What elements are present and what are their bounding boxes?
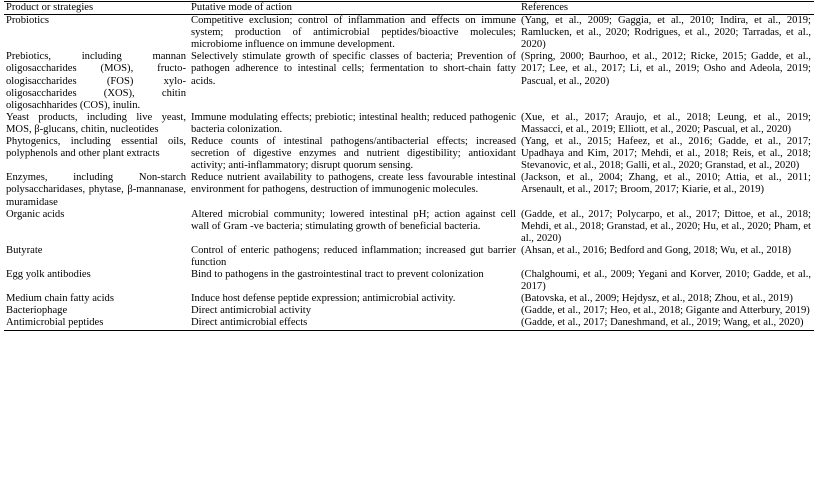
table-row bbox=[4, 245, 814, 269]
cell-action: Competitive exclusion; control of inflammation and effects on immune system; production of antimicrobial peptides/bioactive molecules; microbiome influence on immune development. bbox=[191, 15, 516, 51]
cell-references: (Ahsan, et al., 2016; Bedford and Gong, 2018; Wu, et al., 2018) bbox=[521, 244, 792, 256]
table-row bbox=[4, 172, 814, 208]
cell-product: Phytogenics, including essential oils, polyphenols and other plant extracts bbox=[6, 136, 186, 160]
table-row bbox=[4, 112, 814, 136]
cell-product: Antimicrobial peptides bbox=[6, 317, 104, 329]
cell-action: Control of enteric pathogens; reduced inflammation; increased gut barrier function bbox=[191, 244, 516, 268]
header-action: Putative mode of action bbox=[191, 2, 292, 13]
header-references: References bbox=[521, 2, 569, 13]
cell-references: (Gadde, et al., 2017; Daneshmand, et al., 2019; Wang, et al., 2020) bbox=[521, 317, 804, 329]
cell-references: (Xue, et al., 2017; Araujo, et al., 2018; Leung, et al., 2019; Massacci, et al., 2019; Elliott, et al., 2020; Pascual, et al., 2020) bbox=[521, 111, 811, 135]
table-container bbox=[4, 1, 814, 331]
table-row bbox=[4, 209, 814, 245]
cell-references: (Yang, et al., 2009; Gaggia, et al., 2010; Indira, et al., 2019; Ramlucken, et al., 2020; Rodrigues, et al., 2020; Tarradas, et al., 2020) bbox=[521, 15, 811, 51]
header-row bbox=[4, 2, 814, 15]
cell-action: Induce host defense peptide expression; antimicrobial activity. bbox=[191, 293, 456, 305]
cell-references: (Jackson, et al., 2004; Zhang, et al., 2010; Attia, et al., 2011; Arsenault, et al., 2017; Broom, 2017; Kiarie, et al., 2019) bbox=[521, 172, 811, 196]
cell-action: Reduce nutrient availability to pathogens, create less favourable intestinal environment for pathogens, destruction of immunogenic molecules. bbox=[191, 172, 516, 196]
cell-product: Egg yolk antibodies bbox=[6, 269, 91, 281]
header-product: Product or strategies bbox=[6, 2, 94, 13]
table-header bbox=[4, 2, 814, 15]
cell-product: Organic acids bbox=[6, 208, 65, 220]
table-row bbox=[4, 305, 814, 317]
cell-references: (Spring, 2000; Baurhoo, et al., 2012; Ricke, 2015; Gadde, et al., 2017; Lee, et al., 2017; Li, et al., 2019; Osho and Adeola, 2019; Pascual, et al., 2020) bbox=[521, 51, 811, 87]
table-row bbox=[4, 317, 814, 330]
cell-product: Bacteriophage bbox=[6, 305, 68, 317]
cell-product: Butyrate bbox=[6, 244, 43, 256]
cell-action: Direct antimicrobial activity bbox=[191, 305, 312, 317]
cell-references: (Chalghoumi, et al., 2009; Yegani and Korver, 2010; Gadde, et al., 2017) bbox=[521, 269, 811, 293]
cell-references: (Batovska, et al., 2009; Hejdysz, et al., 2018; Zhou, et al., 2019) bbox=[521, 293, 793, 305]
table-row bbox=[4, 15, 814, 52]
cell-product: Prebiotics, including mannan oligosaccharides (MOS), fructo-ologisaccharides (FOS) xylo-oligosaccharides (XOS), chitin oligosachharides (COS), inulin. bbox=[6, 51, 186, 111]
table-body bbox=[4, 15, 814, 330]
strategies-table bbox=[4, 1, 814, 331]
cell-references: (Gadde, et al., 2017; Polycarpo, et al., 2017; Dittoe, et al., 2018; Mehdi, et al., 2018; Granstad, et al., 2020; Hu, et al., 2020; Pham, et al., 2020) bbox=[521, 208, 811, 244]
cell-product: Yeast products, including live yeast, MOS, β-glucans, chitin, nucleotides bbox=[6, 111, 186, 135]
cell-references: (Gadde, et al., 2017; Heo, et al., 2018; Gigante and Atterbury, 2019) bbox=[521, 305, 810, 317]
cell-action: Bind to pathogens in the gastrointestinal tract to prevent colonization bbox=[191, 269, 484, 281]
cell-action: Reduce counts of intestinal pathogens/antibacterial effects; increased secretion of digestive enzymes and nutrient digestibility; antioxidant activity; anti-inflammatory; disrupt quorum sensing. bbox=[191, 136, 516, 172]
cell-action: Direct antimicrobial effects bbox=[191, 317, 308, 329]
cell-product: Enzymes, including Non-starch polysaccharidases, phytase, β-mannanase, muramidase bbox=[6, 172, 186, 208]
cell-product: Probiotics bbox=[6, 15, 49, 27]
cell-action: Altered microbial community; lowered intestinal pH; action against cell wall of Gram -ve bacteria; stimulating growth of beneficial bacteria. bbox=[191, 208, 516, 232]
table-row bbox=[4, 293, 814, 305]
table-row bbox=[4, 269, 814, 293]
cell-action: Selectively stimulate growth of specific classes of bacteria; Prevention of pathogen adherence to intestinal cells; fermentation to short-chain fatty acids. bbox=[191, 51, 516, 87]
table-row bbox=[4, 51, 814, 111]
cell-references: (Yang, et al., 2015; Hafeez, et al., 2016; Gadde, et al., 2017; Upadhaya and Kim, 2017; Mehdi, et al., 2018; Reis, et al., 2018; Stevanovic, et al., 2018; Galli, et al., 2020; Granstad, et al., 2020) bbox=[521, 136, 811, 172]
table-row bbox=[4, 136, 814, 172]
cell-action: Immune modulating effects; prebiotic; intestinal health; reduced pathogenic bacteria colonization. bbox=[191, 111, 516, 135]
cell-product: Medium chain fatty acids bbox=[6, 293, 114, 305]
